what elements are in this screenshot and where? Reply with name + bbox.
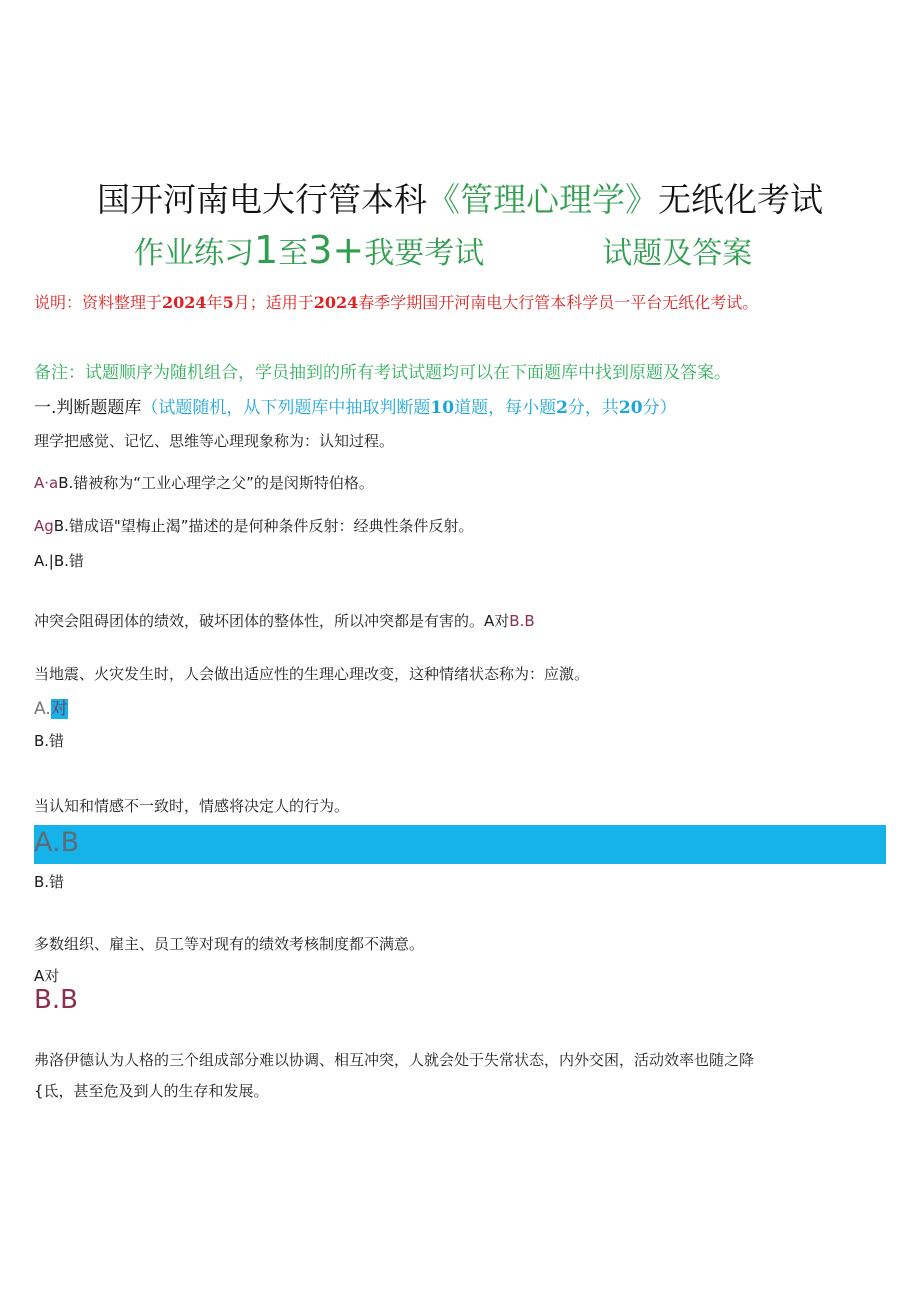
question-4 [34,610,535,631]
note-red-year: 2024 [162,293,207,312]
subtitle-part-f: 试题及答案 [602,236,753,271]
question-8-line-2: {氐，甚至危及到人的生存和发展。 [34,1082,269,1100]
subtitle-part-b: 1 [254,228,279,272]
note-remark: 备注：试题顺序为随机组合，学员抽到的所有考试试题均可以在下面题库中找到原题及答案。 [34,363,731,383]
subtitle-part-a: 作业练习 [134,236,254,271]
note-red-year2: 2024 [313,293,359,312]
section-sub-b: 10 [430,398,455,418]
answer-mark: Ag [34,517,54,535]
note-description [34,286,894,319]
section-sub-c: 道题，每小题 [454,398,557,418]
subtitle-part-d: 3+ [308,228,365,272]
note-red-c: 年 [206,293,223,312]
question-7-option-b: B.B [34,985,78,1015]
title-line1-course: 《管理心理学》 [427,180,658,219]
title-line1-part-c: 无纸化考试 [658,180,823,219]
question-2-text: B.错被称为“工业心理学之父”的是闵斯特伯格。 [58,474,374,492]
section-sub-g: 分） [642,398,677,418]
answer-mark: B.B [509,612,535,630]
section-sub-d: 2 [556,398,568,418]
question-3 [34,515,474,536]
answer-mark: A·a [34,474,59,492]
section-sub-a: （试题随机，从下列题库中抽取判断题 [141,398,431,418]
title-line1-part-a: 国开河南电大行管本科 [97,180,427,219]
question-5-option-a [34,694,68,719]
question-5-option-b: B.错 [34,732,65,750]
note-red-g: 春季学期国开河南电大行管本科学员一平台无纸化考试。 [358,293,759,312]
question-1: 理学把感觉、记忆、思维等心理现象称为：认知过程。 [34,432,395,450]
question-2 [34,472,374,493]
question-7-option-a: A对 [34,967,60,985]
question-5: 当地震、火灾发生时，人会做出适应性的生理心理改变，这种情绪状态称为：应激。 [34,665,590,683]
section-sub-e: 分，共 [567,398,619,418]
question-7: 多数组织、雇主、员工等对现有的绩效考核制度都不满意。 [34,935,425,953]
option-a-highlight: 对 [50,699,68,719]
section-sub-f: 20 [618,398,643,418]
question-8-line-1: 弗洛伊德认为人格的三个组成部分难以协调、相互冲突，人就会处于失常状态，内外交困，活动效率也随之降 [34,1051,755,1069]
section-heading [34,393,677,418]
question-6: 当认知和情感不一致时，情感将决定人的行为。 [34,797,350,815]
highlight-bar [34,825,886,864]
subtitle-part-c: 至 [278,236,309,271]
document-subtitle [134,228,752,272]
option-a-prefix: A. [34,699,51,719]
question-3-text: B.错成语"望梅止渴”描述的是何种条件反射：经典性条件反射。 [53,517,474,535]
section-title: 一.判断题题库 [34,398,142,418]
question-4-text: 冲突会阻碍团体的绩效，破坏团体的整体性，所以冲突都是有害的。A对 [34,612,510,630]
question-3-options: A.|B.错 [34,552,84,570]
highlight-bar-text: A.B [34,827,80,858]
document-title [0,174,920,221]
note-red-month: 5 [222,293,234,312]
note-red-a: 说明：资料整理于 [34,293,163,312]
question-6-option-b: B.错 [34,873,65,891]
note-red-e: 月；适用于 [233,293,314,312]
section-subtitle [141,398,676,418]
subtitle-part-e: 我要考试 [364,236,485,271]
